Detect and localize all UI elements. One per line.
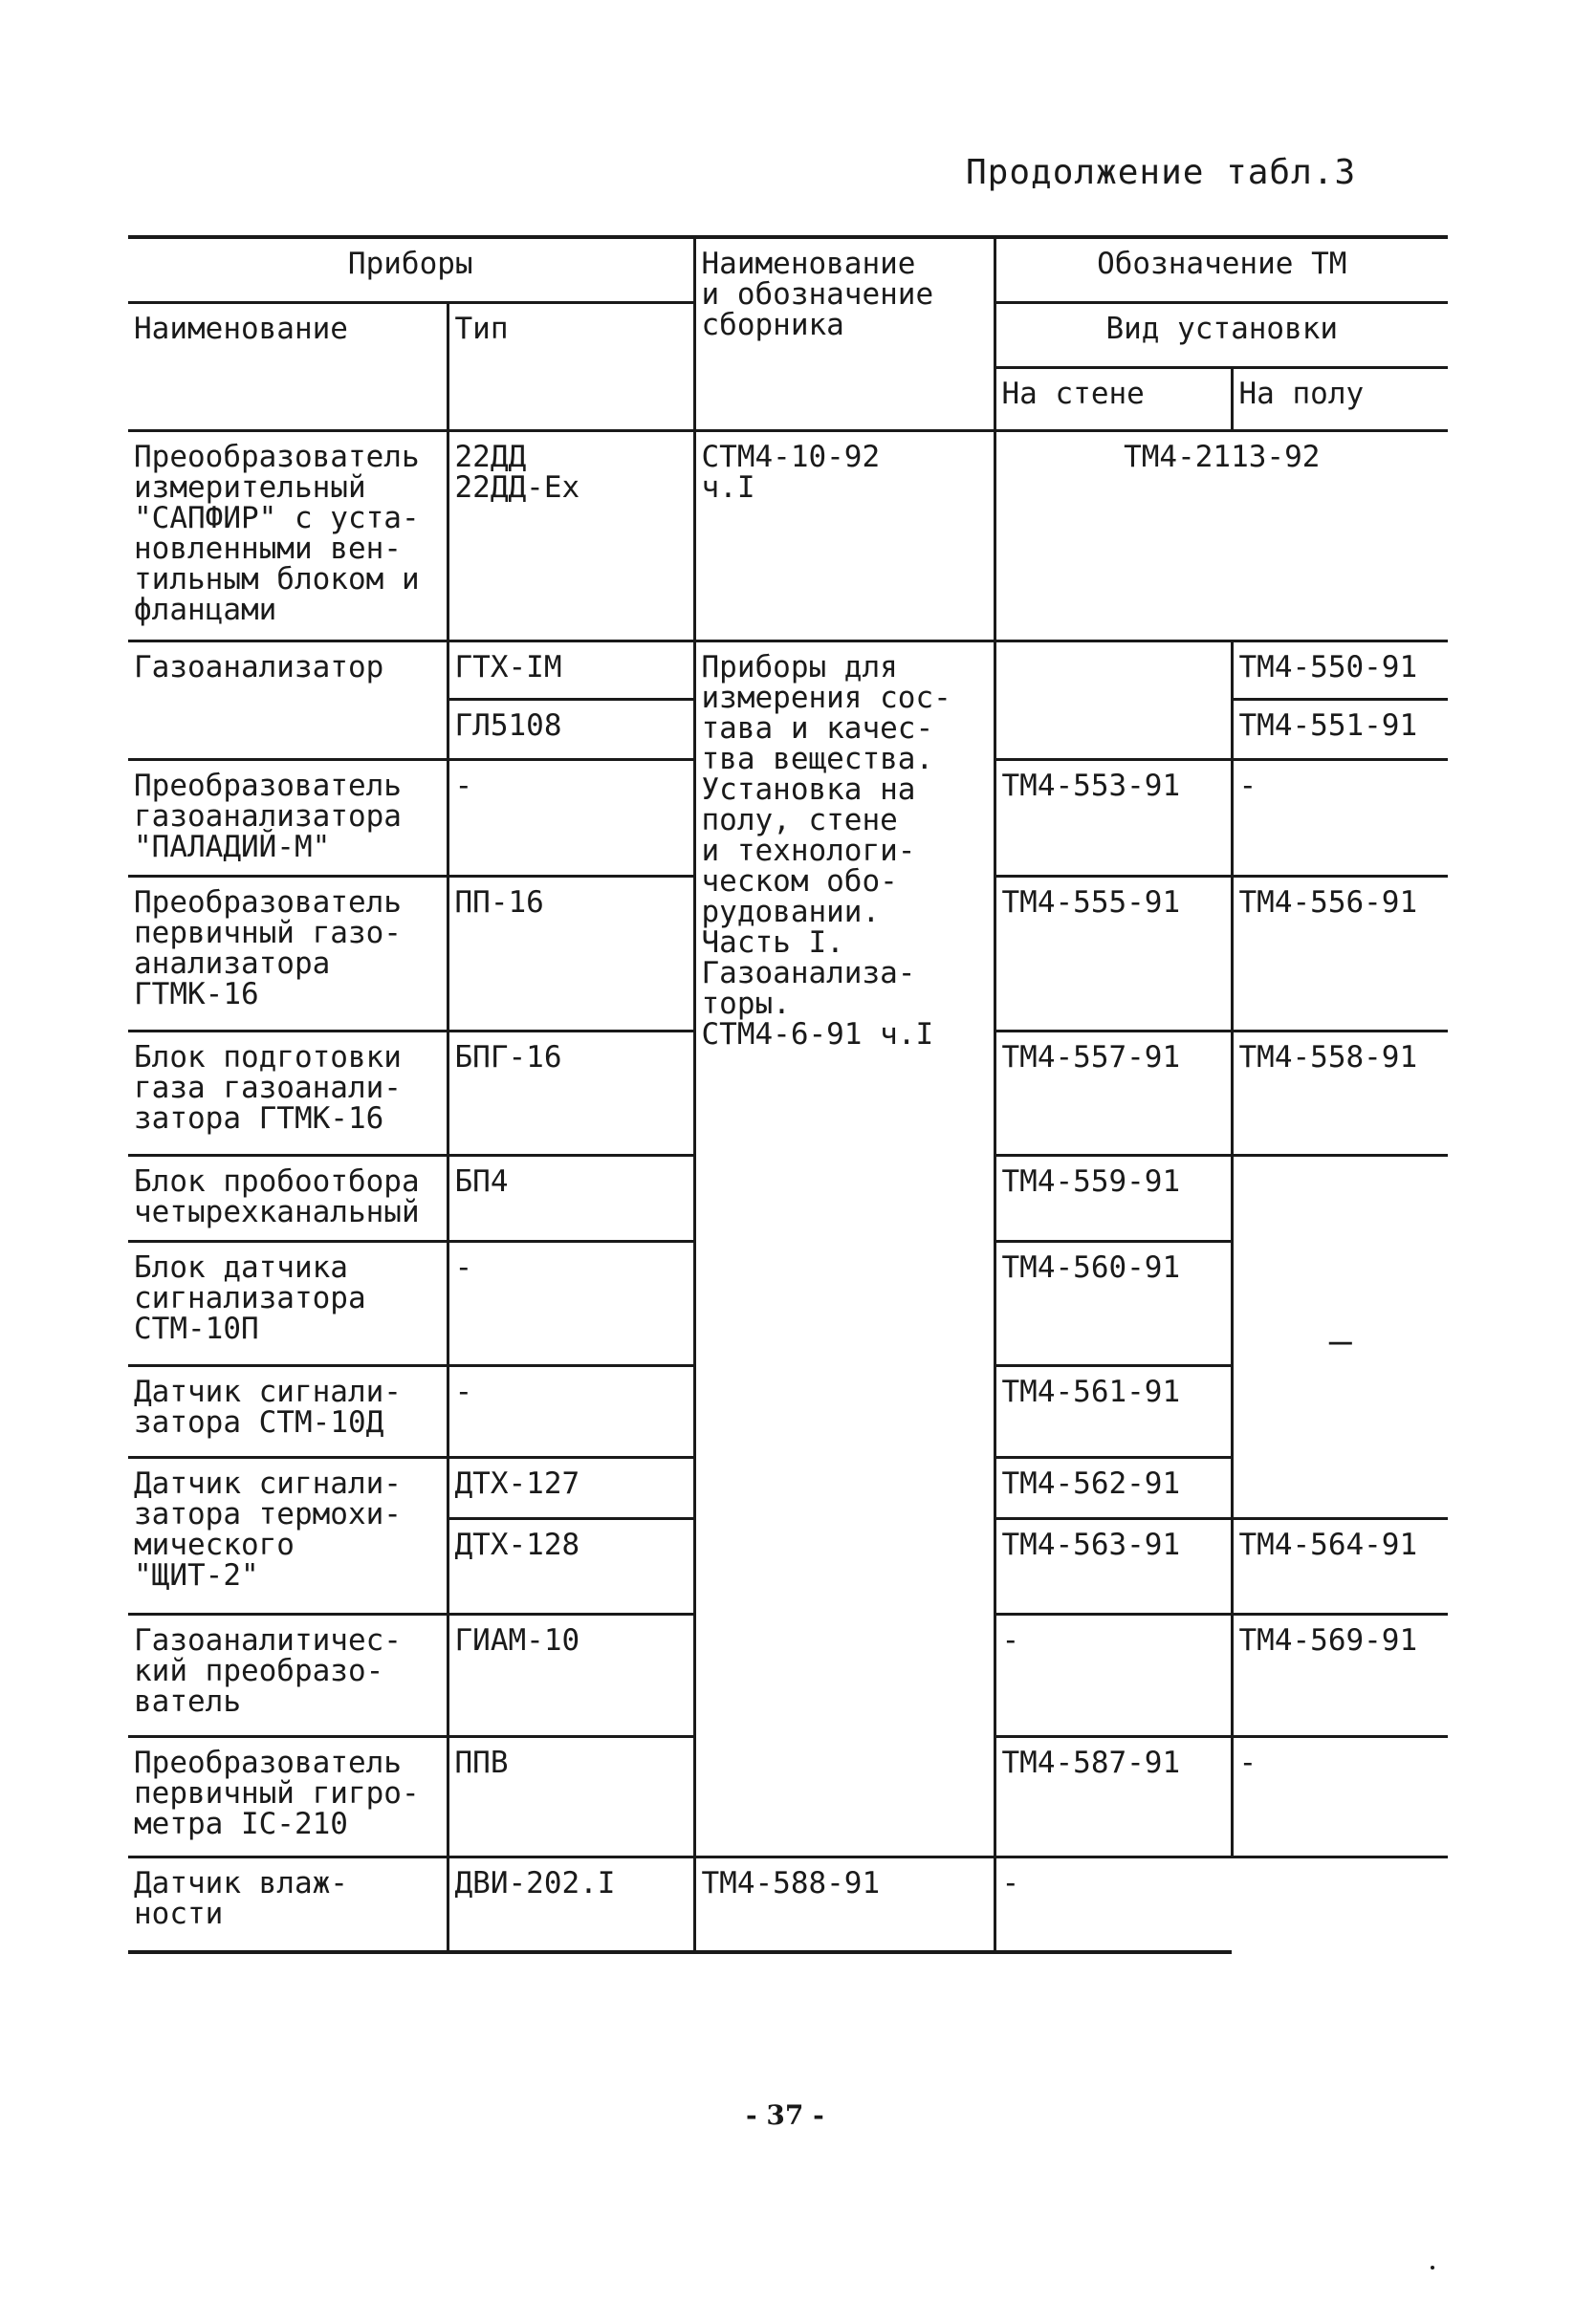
row-type: ДВИ-202.I: [448, 1857, 694, 1952]
row-wall-b: ТМ4-563-91: [995, 1518, 1232, 1614]
row-floor: [1232, 641, 1448, 759]
row-type-b: ДТХ-128: [448, 1518, 694, 1614]
row-name: Блок пробоотбора четырехканальный: [128, 1155, 448, 1241]
header-collection: Наименование и обозначение сборника: [694, 237, 995, 430]
row-wall: ТМ4-557-91: [995, 1031, 1232, 1155]
row-type: [448, 641, 694, 759]
row-name: Преообразователь измерительный "САПФИР" с уста- новленными вен- тильным блоком и фланцами: [128, 430, 448, 641]
table-row: [128, 430, 1448, 641]
group-collection: Приборы для измерения сос- тава и качес- тва вещества. Установка на полу, стене и технологи- ческом обо- рудовании. Часть I. Газоанализа- торы. СТМ4-6-91 ч.I: [694, 641, 995, 1857]
page-number: - 37 -: [746, 2099, 824, 2131]
table-row: [128, 641, 1448, 759]
row-floor-b: ТМ4-564-91: [1232, 1518, 1448, 1614]
row-wall: ТМ4-587-91: [995, 1736, 1232, 1857]
row-wall: ТМ4-560-91: [995, 1241, 1232, 1365]
row-floor: ТМ4-569-91: [1232, 1614, 1448, 1736]
table-row: [128, 1857, 1448, 1952]
row-type: -: [448, 1241, 694, 1365]
row-name: Датчик сигнали- затора термохи- мического "ЩИТ-2": [128, 1457, 448, 1614]
row-type: ГИАМ-10: [448, 1614, 694, 1736]
row-wall: ТМ4-561-91: [995, 1365, 1232, 1457]
row-wall: ТМ4-588-91: [694, 1857, 995, 1952]
header-wall: На стене: [995, 367, 1232, 430]
row-type: 22ДД 22ДД-Ех: [448, 430, 694, 641]
header-name: Наименование: [128, 302, 448, 430]
row-wall: ТМ4-555-91: [995, 876, 1232, 1031]
row-type: ПП-16: [448, 876, 694, 1031]
row-wall: ТМ4-559-91: [995, 1155, 1232, 1241]
header-floor: На полу: [1232, 367, 1448, 430]
row-name: Газоаналитичес- кий преобразо- ватель: [128, 1614, 448, 1736]
row-wall: ТМ4-553-91: [995, 759, 1232, 876]
row-type: БПГ-16: [448, 1031, 694, 1155]
instruments-table: [128, 235, 1448, 1954]
row-floor: -: [1232, 1736, 1448, 1857]
row-type: -: [448, 1365, 694, 1457]
row-floor-merged: —: [1232, 1155, 1448, 1518]
row-floor-b: ТМ4-551-91: [1238, 707, 1418, 743]
header-installation: Вид установки: [995, 302, 1448, 367]
row-type-b: ГЛ5108: [454, 707, 562, 743]
row-name: Блок подготовки газа газоанали- затора ГТМК-16: [128, 1031, 448, 1155]
row-floor: ТМ4-556-91: [1232, 876, 1448, 1031]
row-type: ППВ: [448, 1736, 694, 1857]
table-caption: Продолжение табл.3: [966, 153, 1357, 192]
row-name: Газоанализатор: [128, 641, 448, 759]
row-floor: -: [995, 1857, 1232, 1952]
scan-speck: [1431, 2266, 1434, 2270]
header-instruments: Приборы: [128, 237, 694, 302]
row-wall-a: ТМ4-562-91: [995, 1457, 1232, 1518]
row-name: Преобразователь первичный гигро- метра IС-210: [128, 1736, 448, 1857]
row-wall: -: [995, 1614, 1232, 1736]
row-type: БП4: [448, 1155, 694, 1241]
header-designation: Обозначение ТМ: [995, 237, 1448, 302]
row-collection: СТМ4-10-92 ч.I: [694, 430, 995, 641]
row-type-a: ГТХ-IМ: [449, 642, 693, 701]
row-floor: ТМ4-558-91: [1232, 1031, 1448, 1155]
row-name: Датчик сигнали- затора СТМ-10Д: [128, 1365, 448, 1457]
row-designation-merged: ТМ4-2113-92: [995, 430, 1448, 641]
row-name: Преобразователь первичный газо- анализатора ГТМК-16: [128, 876, 448, 1031]
row-name: Преобразователь газоанализатора "ПАЛАДИЙ-М": [128, 759, 448, 876]
row-type: -: [448, 759, 694, 876]
row-floor: -: [1232, 759, 1448, 876]
row-name: Датчик влаж- ности: [128, 1857, 448, 1952]
row-name: Блок датчика сигнализатора СТМ-10П: [128, 1241, 448, 1365]
row-type-a: ДТХ-127: [448, 1457, 694, 1518]
header-type: Тип: [448, 302, 694, 430]
row-floor-a: ТМ4-550-91: [1234, 642, 1449, 701]
row-wall: [995, 641, 1232, 759]
